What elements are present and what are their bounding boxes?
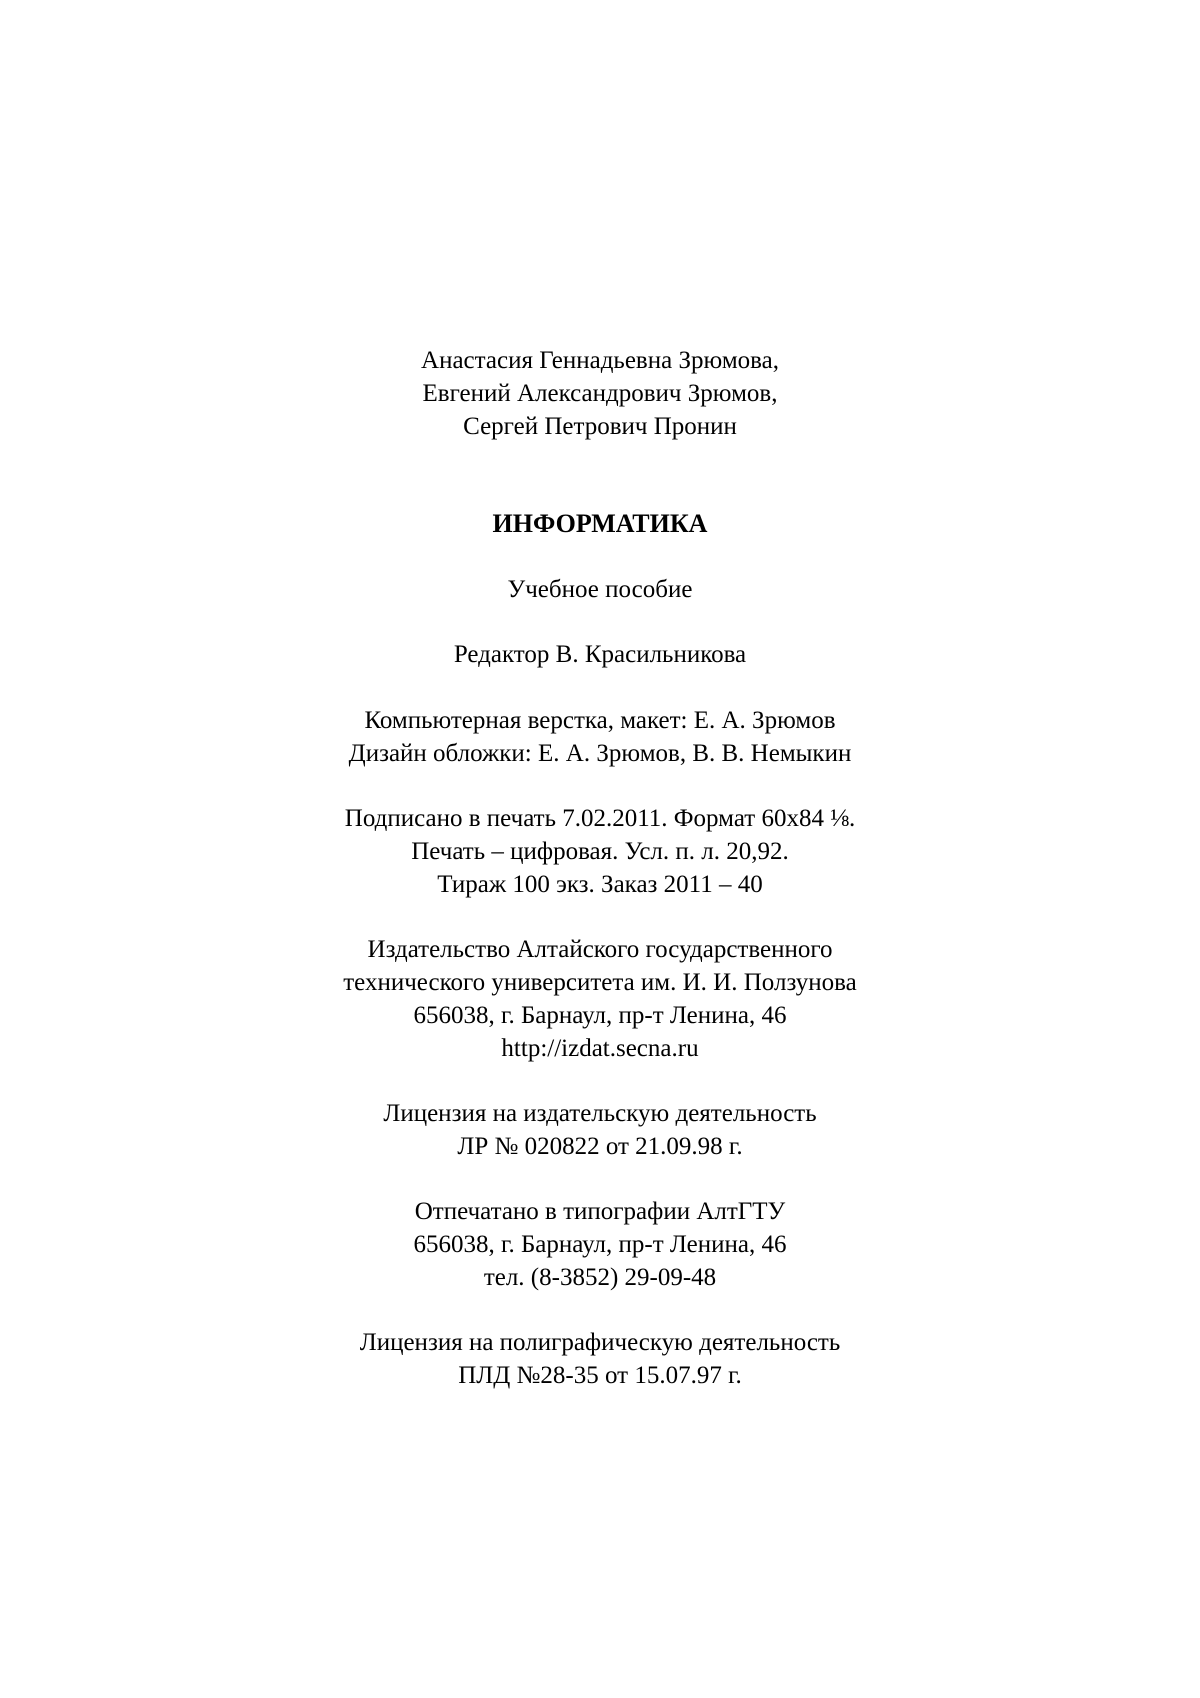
publisher-line: Издательство Алтайского государственного [367,936,833,963]
publishing-license-line: Лицензия на издательскую деятельность [383,1100,817,1127]
printed-at-line: Отпечатано в типографии АлтГТУ [414,1198,786,1225]
publisher-address: 656038, г. Барнаул, пр-т Ленина, 46 [413,1002,787,1029]
author-line: Евгений Александрович Зрюмов, [422,380,778,407]
author-line: Анастасия Геннадьевна Зрюмова, [421,347,779,374]
printed-at-block [0,1195,1200,1294]
print-info-block [0,802,1200,901]
cover-design-line: Дизайн обложки: Е. А. Зрюмов, В. В. Немыкин [348,740,852,767]
printing-house-phone: тел. (8-3852) 29-09-48 [483,1264,717,1291]
title-block [0,507,1200,541]
authors-block [0,344,1200,443]
printing-license-line: Лицензия на полиграфическую деятельность [359,1329,841,1356]
publishing-license-number: ЛР № 020822 от 21.09.98 г. [457,1133,743,1160]
book-title: ИНФОРМАТИКА [492,509,708,538]
subtitle-block [0,573,1200,606]
printing-house-address: 656038, г. Барнаул, пр-т Ленина, 46 [413,1231,787,1258]
print-info-line: Подписано в печать 7.02.2011. Формат 60х84 ⅛. [344,805,856,832]
publisher-line: технического университета им. И. И. Ползунова [343,969,857,996]
layout-credits-block [0,704,1200,770]
editor-line: Редактор В. Красильникова [453,641,747,668]
print-info-line: Тираж 100 экз. Заказ 2011 – 40 [437,871,763,898]
publishing-license-block [0,1097,1200,1163]
publisher-website: http://izdat.secna.ru [501,1035,699,1062]
print-info-line: Печать – цифровая. Усл. п. л. 20,92. [411,838,789,865]
author-line: Сергей Петрович Пронин [463,413,737,440]
publisher-block [0,933,1200,1065]
printing-license-block [0,1326,1200,1392]
printing-license-number: ПЛД №28-35 от 15.07.97 г. [458,1362,742,1389]
book-subtitle: Учебное пособие [507,576,693,603]
editor-block [0,638,1200,671]
layout-credit-line: Компьютерная верстка, макет: Е. А. Зрюмов [364,707,836,734]
